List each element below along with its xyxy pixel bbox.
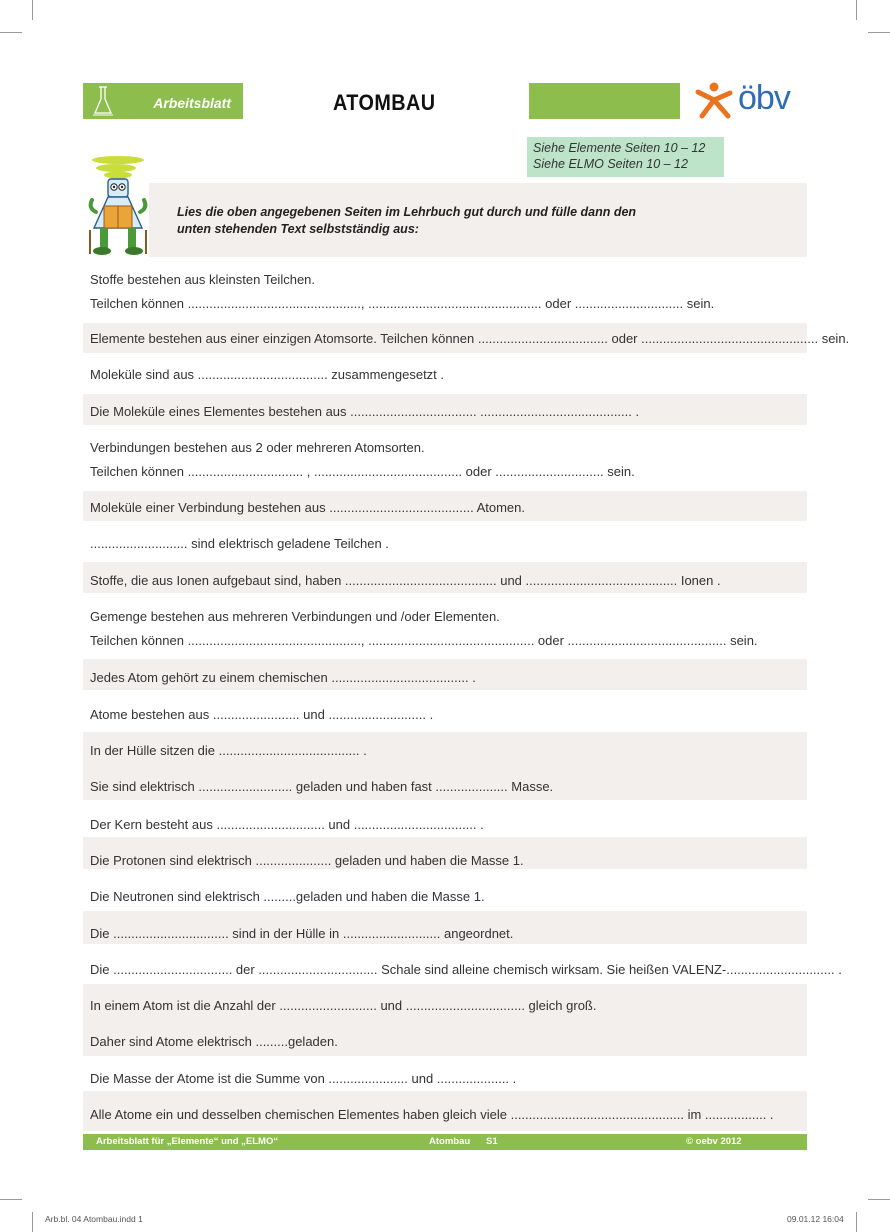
exercise-row [83, 601, 807, 657]
exercise-text: Die Masse der Atome ist die Summe von ...................... und .................... . [90, 1071, 517, 1086]
exercise-row [83, 432, 807, 488]
reference-line: Siehe ELMO Seiten 10 – 12 [533, 157, 688, 171]
exercise-text: Die Neutronen sind elektrisch .........geladen und haben die Masse 1. [90, 889, 485, 904]
exercise-row [83, 359, 807, 389]
header-accent-bar [529, 83, 680, 119]
exercise-text: Moleküle sind aus .................................... zusammengesetzt . [90, 367, 445, 382]
exercise-text: ........................... sind elektrisch geladene Teilchen . [90, 536, 389, 551]
exercise-row [83, 806, 807, 836]
print-slug-file: Arb.bl. 04 Atombau.indd 1 [45, 1214, 143, 1224]
exercise-text: Teilchen können ................................................, ................................................ oder .............................. sein. [90, 296, 715, 311]
exercise-row [83, 394, 807, 425]
exercise-row [83, 837, 807, 869]
exercise-text: Sie sind elektrisch .......................... geladen und haben fast .................... Masse. [90, 779, 554, 794]
reference-line: Siehe Elemente Seiten 10 – 12 [533, 141, 706, 155]
reference-box [527, 137, 724, 177]
exercise-text: Teilchen können ................................................, .............................................. oder ............................................ sein. [90, 633, 758, 648]
oebv-logo-icon [692, 80, 738, 122]
print-slug-date: 09.01.12 16:04 [787, 1214, 844, 1224]
instruction-text: Lies die oben angegebenen Seiten im Lehrbuch gut durch und fülle dann den unten stehenden Text selbstständig aus: [177, 205, 637, 236]
exercise-row [83, 696, 807, 726]
page-title: ATOMBAU [333, 90, 436, 115]
footer-topic: Atombau [429, 1136, 471, 1147]
exercise-row [83, 878, 807, 908]
exercise-row [83, 562, 807, 593]
crop-mark [868, 32, 890, 33]
publisher-logo: öbv [738, 79, 790, 117]
footer-bar [83, 1134, 807, 1150]
exercise-row [83, 732, 807, 800]
exercise-text: Alle Atome ein und desselben chemischen Elementes haben gleich viele ................................................ im ................. . [90, 1107, 774, 1122]
exercise-text: Gemenge bestehen aus mehreren Verbindungen und /oder Elementen. [90, 609, 500, 624]
flask-mascot-icon [86, 154, 150, 258]
exercise-text: Teilchen können ................................ , ......................................... oder .............................. sein. [90, 464, 635, 479]
exercise-text: In einem Atom ist die Anzahl der ........................... und ................................. gleich groß. [90, 998, 597, 1013]
exercise-text: Die Moleküle eines Elementes bestehen aus ................................... .......................................... . [90, 404, 640, 419]
exercise-text: Moleküle einer Verbindung bestehen aus ........................................ Atomen. [90, 500, 526, 515]
worksheet-label: Arbeitsblatt [153, 95, 231, 111]
crop-mark [32, 1212, 33, 1232]
crop-mark [0, 32, 22, 33]
exercise-text: Die ................................ sind in der Hülle in ........................... angeordnet. [90, 926, 514, 941]
worksheet-header-bar [83, 83, 243, 119]
exercise-text: Daher sind Atome elektrisch .........geladen. [90, 1034, 338, 1049]
exercise-row [83, 491, 807, 521]
crop-mark [856, 0, 857, 20]
crop-mark [0, 1199, 22, 1200]
exercise-row [83, 264, 807, 320]
flask-icon [91, 85, 115, 117]
exercise-row [83, 527, 807, 557]
exercise-text: Stoffe, die aus Ionen aufgebaut sind, haben .......................................... und .......................................... Ionen . [90, 573, 721, 588]
exercise-row [83, 950, 842, 980]
exercise-text: Stoffe bestehen aus kleinsten Teilchen. [90, 272, 316, 287]
exercise-row [83, 984, 807, 1056]
exercise-text: Verbindungen bestehen aus 2 oder mehreren Atomsorten. [90, 440, 425, 455]
exercise-row [83, 1061, 807, 1091]
crop-mark [32, 0, 33, 20]
exercise-text: Die ................................. der ................................. Schale sind alleine chemisch wirksam. Sie heißen VALENZ-.............................. . [90, 962, 842, 977]
exercise-text: Die Protonen sind elektrisch ..................... geladen und haben die Masse 1. [90, 853, 524, 868]
instruction-box [149, 183, 807, 257]
crop-mark [868, 1199, 890, 1200]
exercise-row [83, 323, 850, 353]
exercise-row [83, 1091, 807, 1131]
exercise-row [83, 911, 807, 944]
footer-page: S1 [486, 1136, 498, 1147]
exercise-text: Atome bestehen aus ........................ und ........................... . [90, 707, 434, 722]
footer-copyright: © oebv 2012 [686, 1136, 742, 1147]
exercise-text: In der Hülle sitzen die ....................................... . [90, 743, 367, 758]
exercise-text: Der Kern besteht aus .............................. und .................................. . [90, 817, 484, 832]
footer-series: Arbeitsblatt für „Elemente“ und „ELMO“ [96, 1136, 279, 1147]
exercise-text: Elemente bestehen aus einer einzigen Atomsorte. Teilchen können .................................... oder ................................................. sein. [90, 331, 850, 346]
crop-mark [856, 1212, 857, 1232]
exercise-text: Jedes Atom gehört zu einem chemischen ...................................... . [90, 670, 476, 685]
exercise-row [83, 659, 807, 690]
